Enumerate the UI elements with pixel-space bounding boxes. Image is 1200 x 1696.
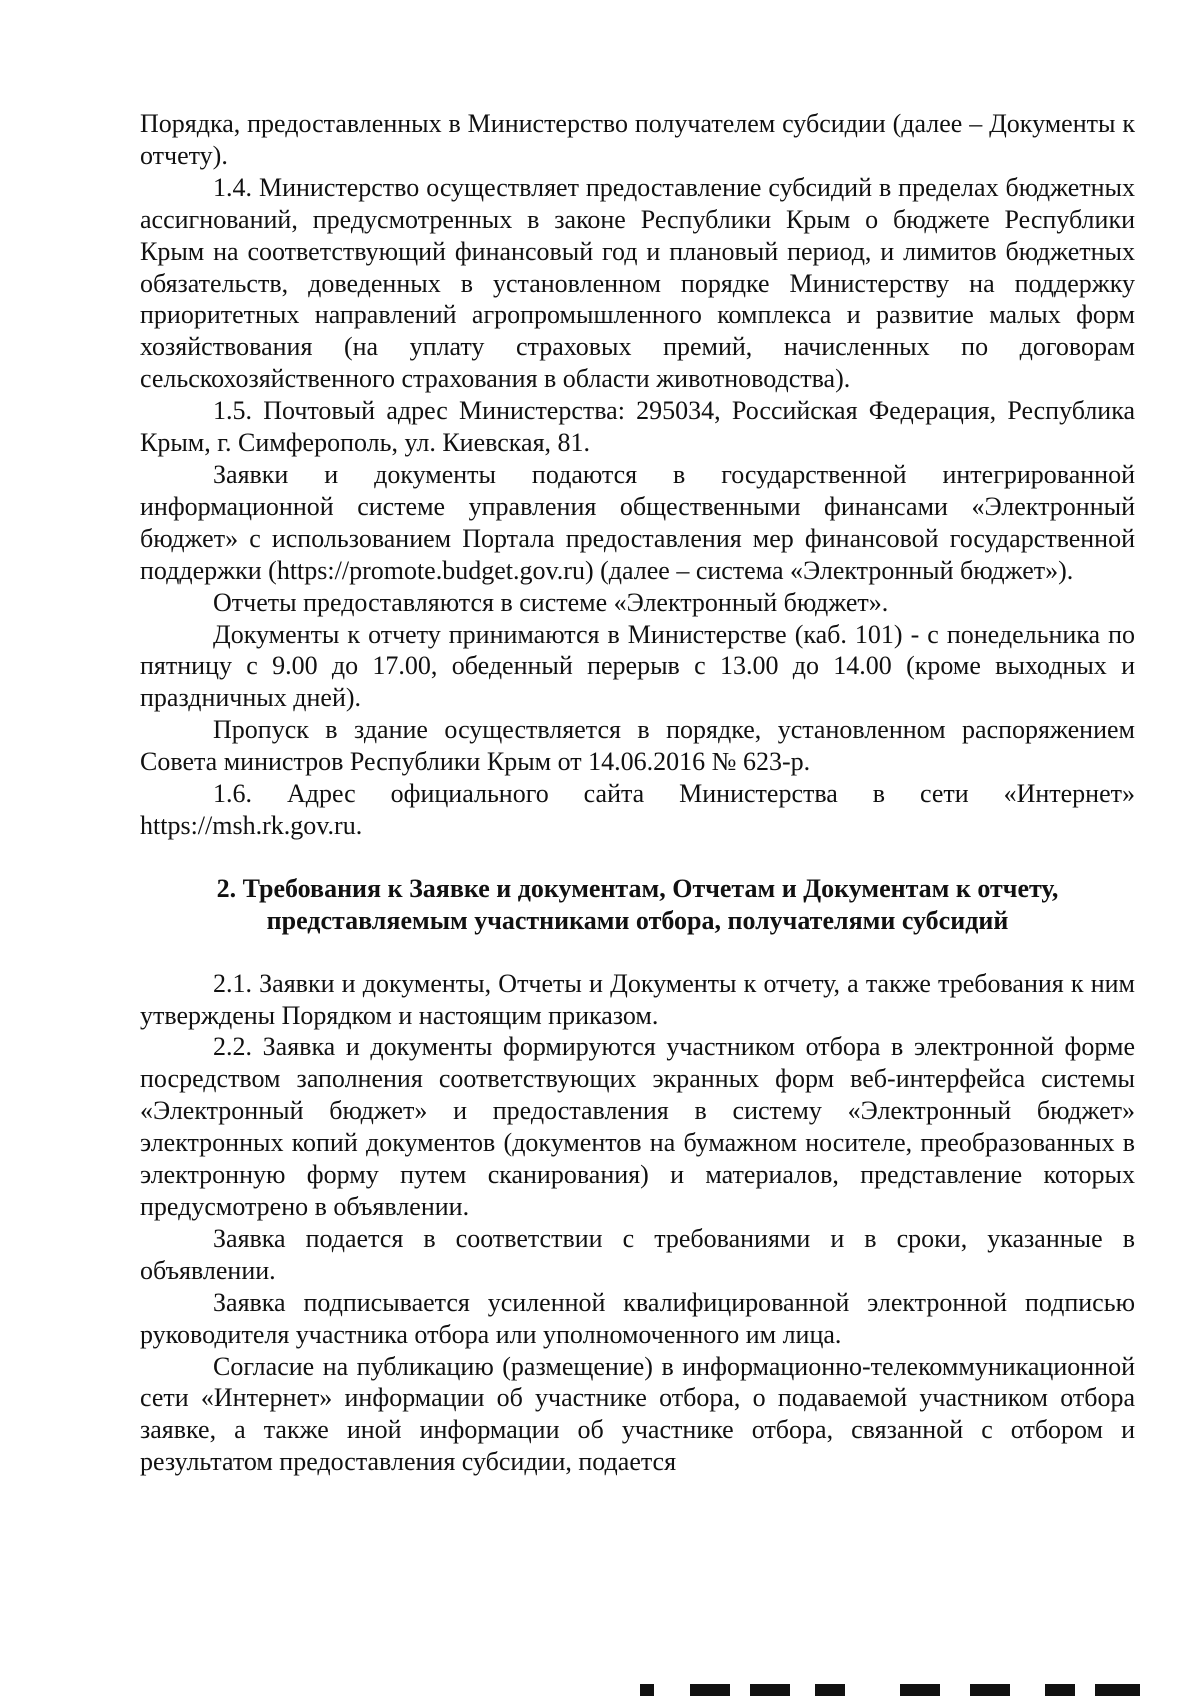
paragraph-consent: Согласие на публикацию (размещение) в информационно-телекоммуникационной сети «Интернет» информации об участнике отбора, о подаваемой участником отбора заявке, а также иной информации об участнике отбора, связанной с отбором и результатом предоставления субсидии, подается xyxy=(140,1351,1135,1477)
scan-mark xyxy=(900,1684,940,1696)
scan-mark xyxy=(690,1684,730,1696)
document-page xyxy=(140,108,1135,1478)
paragraph-deadline: Заявка подается в соответствии с требованиями и в сроки, указанные в объявлении. xyxy=(140,1223,1135,1285)
paragraph-access: Пропуск в здание осуществляется в порядке, установленном распоряжением Совета министров Республики Крым от 14.06.2016 № 623-р. xyxy=(140,715,1135,777)
paragraph-1-6: 1.6. Адрес официального сайта Министерства в сети «Интернет» https://msh.rk.gov.ru. xyxy=(140,779,1135,840)
paragraph-intro: Порядка, предоставленных в Министерство получателем субсидии (далее – Документы к отчету). xyxy=(140,109,1135,170)
section-heading-line-2: представляемым участниками отбора, получателями субсидий xyxy=(266,905,1009,935)
scan-mark xyxy=(1095,1684,1140,1696)
scan-mark xyxy=(750,1684,790,1696)
paragraph-reports: Отчеты предоставляются в системе «Электронный бюджет». xyxy=(213,587,889,617)
paragraph-1-4: 1.4. Министерство осуществляет предоставление субсидий в пределах бюджетных ассигнований, предусмотренных в законе Республики Крым о бюджете Республики Крым на соответствующий финансовый год и плановый период, и лимитов бюджетных обязательств, доведенных в установленном порядке Министерству на поддержку приоритетных направлений агропромышленного комплекса и развитие малых форм хозяйствования (на уплату страховых премий, начисленных по договорам сельскохозяйственного страхования в области животноводства). xyxy=(140,172,1135,394)
paragraph-1-5: 1.5. Почтовый адрес Министерства: 295034, Российская Федерация, Республика Крым, г. Симферополь, ул. Киевская, 81. xyxy=(140,396,1135,458)
scan-mark xyxy=(640,1684,654,1696)
scan-mark xyxy=(815,1684,845,1696)
paragraph-signature: Заявка подписывается усиленной квалифицированной электронной подписью руководителя участника отбора или уполномоченного им лица. xyxy=(140,1287,1135,1349)
scan-edge-marks xyxy=(640,1684,1160,1696)
scan-mark xyxy=(970,1684,1010,1696)
paragraph-2-2: 2.2. Заявка и документы формируются участником отбора в электронной форме посредством заполнения соответствующих экранных форм веб-интерфейса системы «Электронный бюджет» и предоставления в систему «Электронный бюджет» электронных копий документов (документов на бумажном носителе, преобразованных в электронную форму путем сканирования) и материалов, представление которых предусмотрено в объявлении. xyxy=(140,1032,1135,1221)
paragraph-submission: Заявки и документы подаются в государственной интегрированной информационной системе управления общественными финансами «Электронный бюджет» с использованием Портала предоставления мер финансовой государственной поддержки (https://promote.budget.gov.ru) (далее – система «Электронный бюджет»). xyxy=(140,459,1135,585)
paragraph-office-hours: Документы к отчету принимаются в Министерстве (каб. 101) - с понедельника по пятницу с 9.00 до 17.00, обеденный перерыв с 13.00 до 14.00 (кроме выходных и праздничных дней). xyxy=(140,619,1135,713)
scan-mark xyxy=(1045,1684,1075,1696)
section-heading xyxy=(140,873,1135,937)
section-heading-line-1: 2. Требования к Заявке и документам, Отчетам и Документам к отчету, xyxy=(216,873,1059,903)
paragraph-2-1: 2.1. Заявки и документы, Отчеты и Документы к отчету, а также требования к ним утверждены Порядком и настоящим приказом. xyxy=(140,968,1135,1030)
